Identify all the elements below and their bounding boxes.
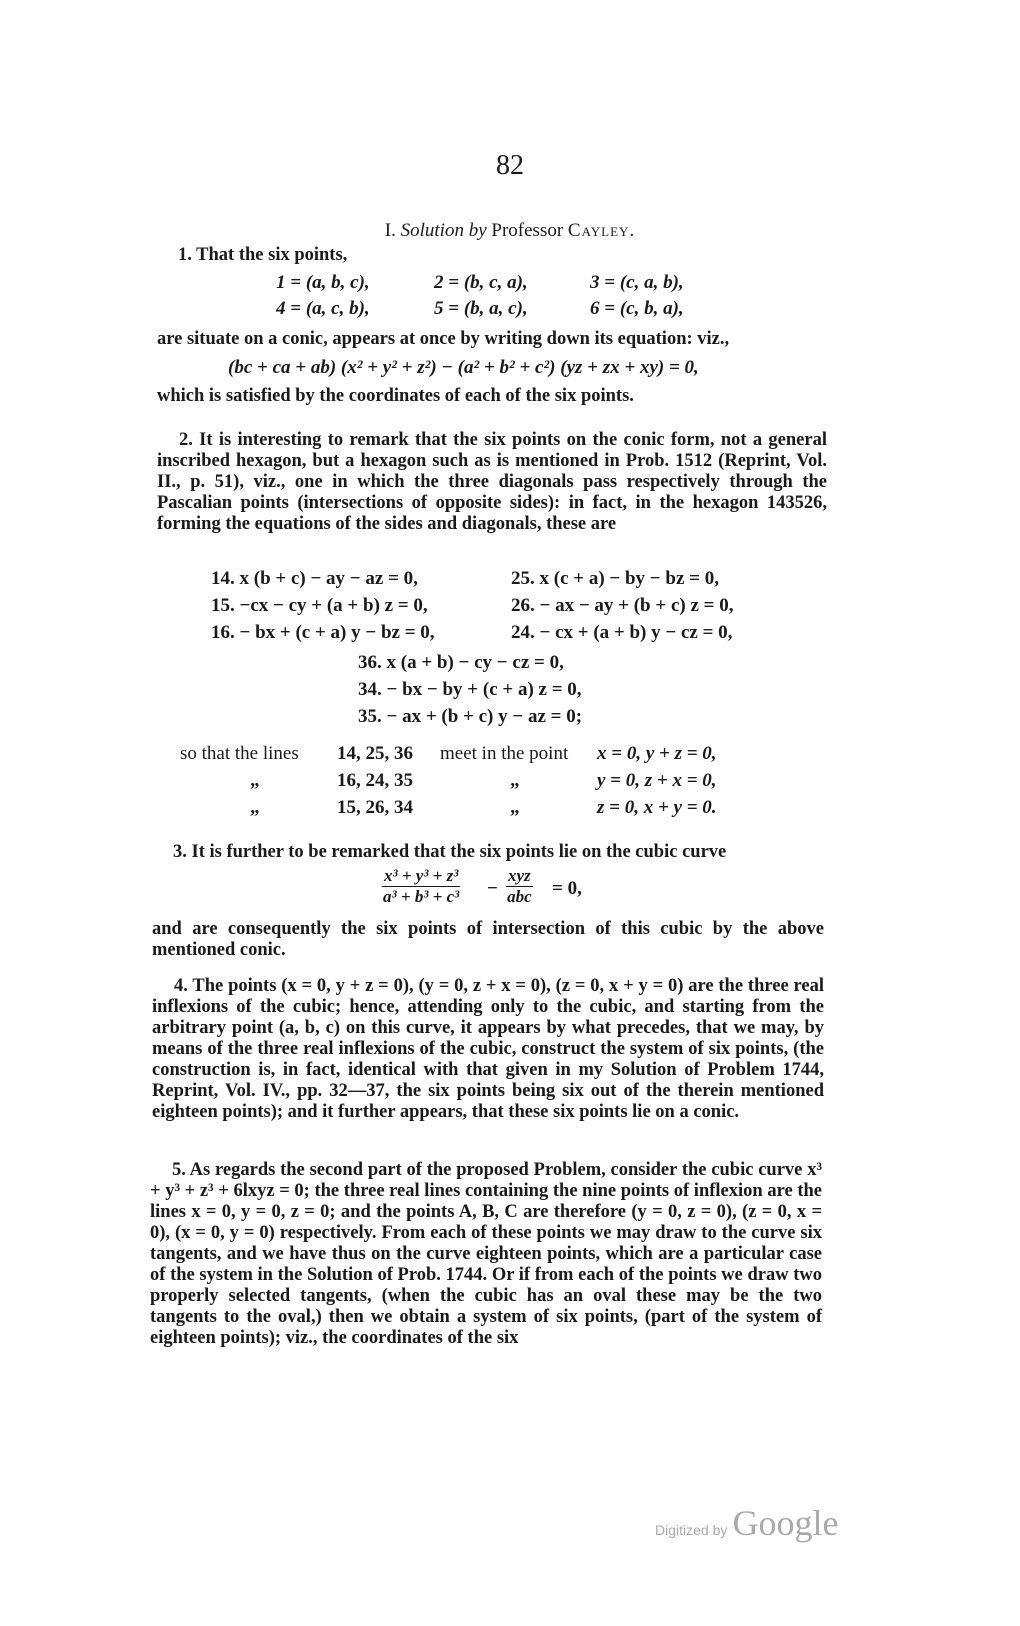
meet-row-2-lead: „ (250, 770, 260, 791)
cubic-fraction-2 (506, 866, 533, 907)
conic-equation: (bc + ca + ab) (x² + y² + z²) − (a² + b² + c²) (yz + zx + xy) = 0, (228, 357, 699, 378)
point-4: 4 = (a, c, b), (276, 298, 370, 319)
eq-26: 26. − ax − ay + (b + c) z = 0, (511, 595, 734, 616)
point-2: 2 = (b, c, a), (434, 272, 528, 293)
meet-row-3-mid: „ (510, 797, 520, 818)
heading-italic: Solution by (400, 220, 487, 241)
meet-row-2-mid: „ (510, 770, 520, 791)
s4-paragraph: 4. The points (x = 0, y + z = 0), (y = 0, z + x = 0), (z = 0, x + y = 0) are the three real inflexions of the cubic; hence, attending only to the cubic, and starting from the arbitrary point (a, b, c) on this curve, it appears by what precedes, that we may, by means of the three real inflexions of the cubic, construct the system of six points, (the construction is, in fact, identical with that given in my Solution of Problem 1744, Reprint, Vol. IV., pp. 32—37, the six points being six out of the therein mentioned eighteen points); and it further appears, that these six points lie on a conic. (152, 976, 824, 1122)
s1-intro: 1. That the six points, (178, 245, 348, 265)
meet-row-2-point: y = 0, z + x = 0, (597, 770, 717, 791)
fraction-1-numerator: x³ + y³ + z³ (384, 866, 459, 885)
s2-paragraph: 2. It is interesting to remark that the six points on the conic form, not a general inscribed hexagon, but a hexagon such as is mentioned in Prob. 1512 (Reprint, Vol. II., p. 51), viz., one in which the three diagonals pass respectively through the Pascalian points (intersections of opposite sides): in fact, in the hexagon 143526, forming the equations of the sides and diagonals, these are (157, 430, 827, 534)
digitized-by-google-watermark (655, 1502, 838, 1544)
meet-row-1-lead: so that the lines (180, 743, 299, 764)
heading-prefix: I. (384, 220, 396, 241)
digitized-by-text: Digitized by (655, 1522, 728, 1538)
eq-14: 14. x (b + c) − ay − az = 0, (211, 568, 418, 589)
solution-heading (0, 220, 1020, 242)
point-5: 5 = (b, a, c), (434, 298, 528, 319)
fraction-1-denominator: a³ + b³ + c³ (383, 887, 460, 906)
fraction-2-numerator: xyz (508, 866, 531, 885)
cubic-minus: − (487, 878, 498, 899)
cubic-fraction-1 (382, 866, 460, 907)
google-logo: Google (732, 1503, 839, 1543)
meet-row-1-mid: meet in the point (440, 743, 569, 764)
s1-line2: are situate on a conic, appears at once by writing down its equation: viz., (157, 329, 730, 349)
point-1: 1 = (a, b, c), (276, 272, 370, 293)
fraction-2-denominator: abc (507, 887, 532, 906)
eq-35: 35. − ax + (b + c) y − az = 0; (358, 706, 583, 727)
meet-row-1-lines: 14, 25, 36 (337, 743, 413, 764)
eq-25: 25. x (c + a) − by − bz = 0, (511, 568, 719, 589)
cubic-equals: = 0, (552, 878, 582, 899)
meet-row-2-lines: 16, 24, 35 (337, 770, 413, 791)
eq-16: 16. − bx + (c + a) y − bz = 0, (211, 622, 435, 643)
s3-paragraph: and are consequently the six points of intersection of this cubic by the above mentioned conic. (152, 919, 824, 960)
s1-line3: which is satisfied by the coordinates of each of the six points. (157, 386, 634, 406)
point-3: 3 = (c, a, b), (590, 272, 684, 293)
eq-34: 34. − bx − by + (c + a) z = 0, (358, 679, 582, 700)
eq-24: 24. − cx + (a + b) y − cz = 0, (511, 622, 733, 643)
meet-row-3-lead: „ (250, 797, 260, 818)
point-6: 6 = (c, b, a), (590, 298, 684, 319)
eq-15: 15. −cx − cy + (a + b) z = 0, (211, 595, 428, 616)
s3-line1: 3. It is further to be remarked that the six points lie on the cubic curve (173, 842, 727, 862)
heading-middle: Professor (491, 220, 564, 241)
meet-row-1-point: x = 0, y + z = 0, (597, 743, 717, 764)
eq-36: 36. x (a + b) − cy − cz = 0, (358, 652, 564, 673)
page-number: 82 (496, 150, 524, 181)
meet-row-3-point: z = 0, x + y = 0. (597, 797, 717, 818)
heading-author: Cayley. (567, 220, 636, 241)
s5-paragraph: 5. As regards the second part of the proposed Problem, consider the cubic curve x³ + y³ + z³ + 6lxyz = 0; the three real lines containing the nine points of inflexion are the lines x = 0, y = 0, z = 0; and the points A, B, C are therefore (y = 0, z = 0), (z = 0, x = 0), (x = 0, y = 0) respectively. From each of these points we may draw to the curve six tangents, and we have thus on the curve eighteen points, which are a particular case of the system in the Solution of Prob. 1744. Or if from each of the points we draw two properly selected tangents, (when the cubic has an oval these may be the two tangents to the oval,) then we obtain a system of six points, (part of the system of eighteen points); viz., the coordinates of the six (150, 1160, 822, 1348)
meet-row-3-lines: 15, 26, 34 (337, 797, 413, 818)
